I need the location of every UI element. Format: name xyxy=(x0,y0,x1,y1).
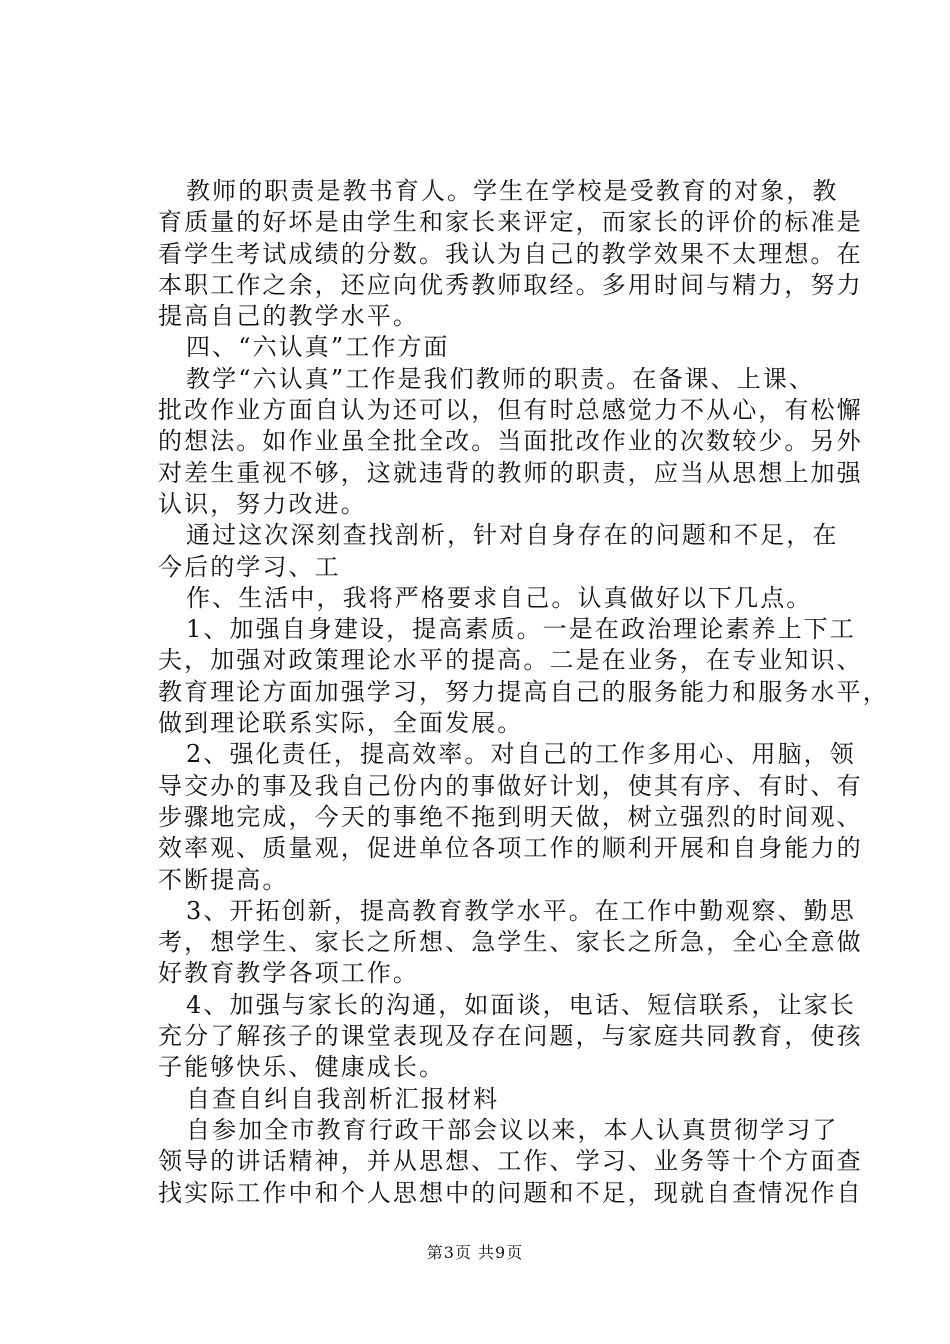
text-line: 本职工作之余，还应向优秀教师取经。多用时间与精力，努力 xyxy=(158,270,863,299)
text-line: 3、开拓创新，提高教育教学水平。在工作中勤观察、勤思 xyxy=(186,896,856,925)
text-line: 领导的讲话精神，并从思想、工作、学习、业务等十个方面查 xyxy=(158,1147,863,1176)
text-line: 看学生考试成绩的分数。我认为自己的教学效果不太理想。在 xyxy=(158,239,863,268)
text-line: 认识，努力改进。 xyxy=(158,489,367,518)
text-line: 提高自己的教学水平。 xyxy=(158,302,419,331)
text-line: 步骤地完成，今天的事绝不拖到明天做，树立强烈的时间观、 xyxy=(158,802,863,831)
text-line: 4、加强与家长的沟通，如面谈，电话、短信联系，让家长 xyxy=(186,990,856,1019)
text-line: 1、加强自身建设，提高素质。一是在政治理论素养上下工 xyxy=(186,615,856,644)
text-line: 批改作业方面自认为还可以，但有时总感觉力不从心，有松懈 xyxy=(158,396,863,425)
text-line: 的想法。如作业虽全批全改。当面批改作业的次数较少。另外 xyxy=(158,427,863,456)
section-heading: 自查自纠自我剖析汇报材料 xyxy=(186,1084,500,1113)
text-line: 2、强化责任，提高效率。对自己的工作多用心、用脑，领 xyxy=(186,740,856,769)
text-line: 子能够快乐、健康成长。 xyxy=(158,1053,446,1082)
text-line: 教育理论方面加强学习，努力提高自己的服务能力和服务水平， xyxy=(158,677,889,706)
text-line: 好教育教学各项工作。 xyxy=(158,959,419,988)
text-line: 今后的学习、工 xyxy=(158,552,341,581)
text-line: 自参加全市教育行政干部会议以来，本人认真贯彻学习了 xyxy=(186,1115,839,1144)
text-line: 考，想学生、家长之所想、急学生、家长之所急，全心全意做 xyxy=(158,928,863,957)
text-line: 夫，加强对政策理论水平的提高。二是在业务，在专业知识、 xyxy=(158,646,863,675)
text-line: 对差生重视不够，这就违背的教师的职责，应当从思想上加强 xyxy=(158,458,863,487)
text-line: 不断提高。 xyxy=(158,865,289,894)
text-line: 教学“六认真”工作是我们教师的职责。在备课、上课、 xyxy=(186,364,816,393)
text-line: 找实际工作中和个人思想中的问题和不足，现就自查情况作自 xyxy=(158,1178,863,1207)
section-heading: 四、“六认真”工作方面 xyxy=(186,333,450,362)
text-line: 教师的职责是教书育人。学生在学校是受教育的对象，教 xyxy=(186,177,839,205)
text-line: 作、生活中，我将严格要求自己。认真做好以下几点。 xyxy=(186,583,813,612)
text-line: 做到理论联系实际，全面发展。 xyxy=(158,709,524,738)
text-line: 导交办的事及我自己份内的事做好计划，使其有序、有时、有 xyxy=(158,771,863,800)
page-number-footer: 第3页 共9页 xyxy=(426,1243,524,1262)
text-line: 育质量的好坏是由学生和家长来评定，而家长的评价的标准是 xyxy=(158,208,863,237)
document-body xyxy=(158,176,889,1209)
text-line: 通过这次深刻查找剖析，针对自身存在的问题和不足，在 xyxy=(186,521,839,550)
text-line: 效率观、质量观，促进单位各项工作的顺利开展和自身能力的 xyxy=(158,834,863,863)
text-line: 充分了解孩子的课堂表现及存在问题，与家庭共同教育，使孩 xyxy=(158,1022,863,1051)
